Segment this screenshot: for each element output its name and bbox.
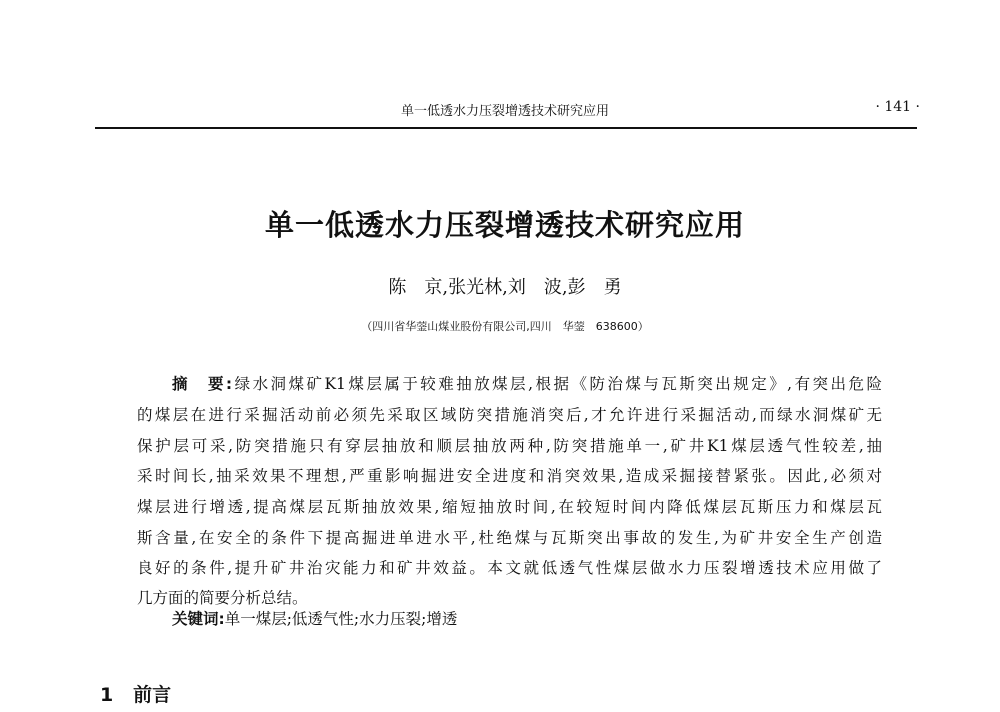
affiliation: （四川省华蓥山煤业股份有限公司,四川 华蓥 638600） [361,320,649,333]
abstract-line: 保护层可采,防突措施只有穿层抽放和顺层抽放两种,防突措施单一,矿井K1煤层透气性较差,抽 [137,437,882,455]
abstract-line: 良好的条件,提升矿井治灾能力和矿井效益。本文就低透气性煤层做水力压裂增透技术应用做了 [137,559,882,577]
keywords-text: 单一煤层;低透气性;水力压裂;增透 [224,610,458,628]
page-number: · 141 · [875,99,920,115]
section-heading [100,680,171,707]
section-number: 1 [100,684,114,706]
abstract-label: 摘 要: [172,375,233,393]
header-rule [95,127,917,129]
abstract-line: 斯含量,在安全的条件下提高掘进单进水平,杜绝煤与瓦斯突出事故的发生,为矿井安全生产创造 [137,529,882,547]
section-title: 前言 [133,684,172,706]
abstract-line [172,374,882,394]
keywords [172,607,457,629]
abstract-line: 煤层进行增透,提高煤层瓦斯抽放效果,缩短抽放时间,在较短时间内降低煤层瓦斯压力和煤层瓦 [137,498,882,516]
abstract-text: 绿水洞煤矿K1煤层属于较难抽放煤层,根据《防治煤与瓦斯突出规定》,有突出危险 [232,375,882,393]
paper-title: 单一低透水力压裂增透技术研究应用 [264,208,745,242]
abstract-line: 的煤层在进行采掘活动前必须先采取区域防突措施消突后,才允许进行采掘活动,而绿水洞煤矿无 [137,406,882,424]
abstract-line: 几方面的简要分析总结。 [137,589,308,607]
running-header-title: 单一低透水力压裂增透技术研究应用 [400,104,609,119]
keywords-label: 关键词: [172,610,225,628]
abstract-line: 采时间长,抽采效果不理想,严重影响掘进安全进度和消突效果,造成采掘接替紧张。因此,必须对 [137,467,882,485]
authors: 陈 京,张光林,刘 波,彭 勇 [388,277,622,298]
